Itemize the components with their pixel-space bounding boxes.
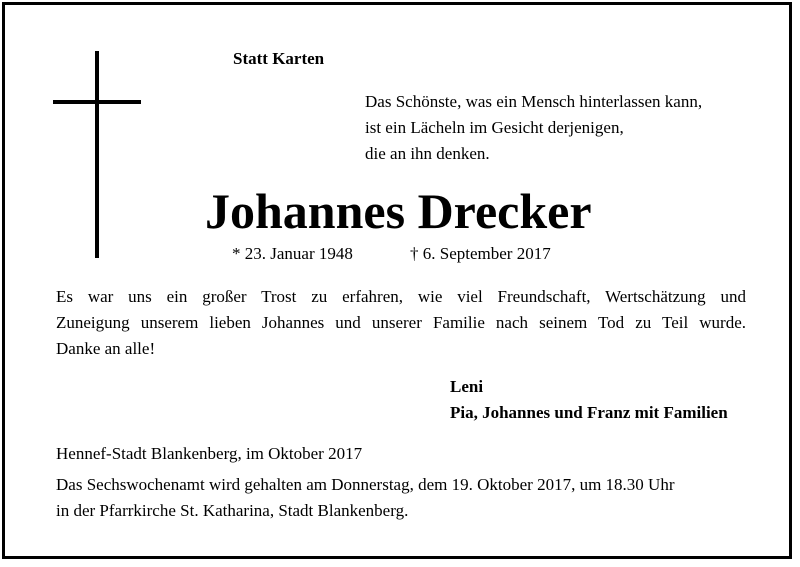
death-date: † 6. September 2017 <box>410 244 551 263</box>
message-line: Danke an alle! <box>56 339 156 358</box>
signature-line: Pia, Johannes und Franz mit Familien <box>450 403 728 422</box>
signature-line: Leni <box>450 377 484 396</box>
message-line: Es war uns ein großer Trost zu erfahren, wie viel Freundschaft, Wertschätzung und <box>56 287 746 306</box>
quote-line: die an ihn denken. <box>365 144 490 163</box>
quote-line: ist ein Lächeln im Gesicht derjenigen, <box>365 118 624 137</box>
signatures <box>450 374 728 426</box>
birth-date: * 23. Januar 1948 <box>232 244 353 263</box>
service-line: in der Pfarrkirche St. Katharina, Stadt Blankenberg. <box>56 501 409 520</box>
service-info <box>56 472 674 524</box>
thank-you-message <box>56 284 746 362</box>
quote-line: Das Schönste, was ein Mensch hinterlassen kann, <box>365 92 703 111</box>
place-date: Hennef-Stadt Blankenberg, im Oktober 2017 <box>56 444 363 463</box>
message-line: Zuneigung unserem lieben Johannes und unserer Familie nach seinem Tod zu Teil wurde. <box>56 313 746 332</box>
deceased-name: Johannes Drecker <box>205 183 592 239</box>
quote <box>365 89 702 167</box>
service-line: Das Sechswochenamt wird gehalten am Donnerstag, dem 19. Oktober 2017, um 18.30 Uhr <box>56 475 675 494</box>
header-text: Statt Karten <box>233 49 325 68</box>
